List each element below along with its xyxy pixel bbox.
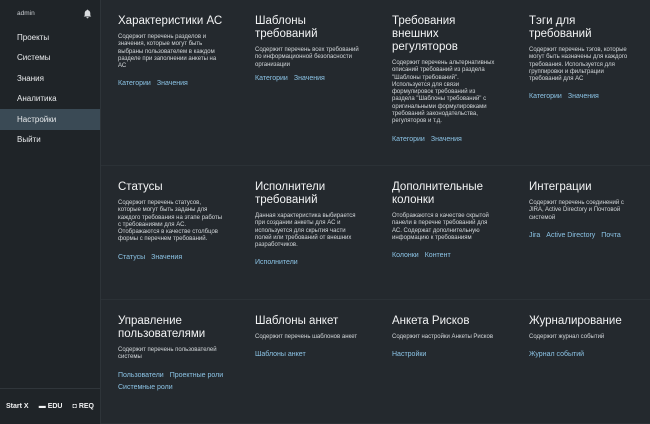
link-categories[interactable]: Категории [392,135,425,143]
card-description: Содержит перечень пользователей системы [118,347,217,361]
link-settings[interactable]: Настройки [392,351,427,359]
book-icon: ▬ [38,403,46,410]
card-links [118,372,224,391]
sidebar-nav [0,27,100,150]
card-integrations [512,166,650,300]
link-values[interactable]: Значения [156,80,188,88]
link-values[interactable]: Значения [430,135,462,143]
link-categories[interactable]: Категории [529,93,562,101]
link-executors[interactable]: Исполнители [255,259,298,267]
link-system-roles[interactable]: Системные роли [118,383,173,391]
bell-icon[interactable] [83,9,92,19]
card-title: Анкета Рисков [392,315,470,327]
card-title: Тэги для требований [529,15,592,40]
link-values[interactable]: Значения [567,93,599,101]
link-active-directory[interactable]: Active Directory [546,231,596,239]
card-description: Содержит настройки Анкеты Рисков [392,334,494,340]
card-requirement-tags [512,0,650,166]
sidebar-item-knowledge[interactable]: Знания [17,73,44,83]
link-columns[interactable]: Колонки [392,252,419,260]
sidebar-item-analytics[interactable]: Аналитика [17,94,57,104]
card-links [529,351,636,358]
card-title: Исполнители требований [255,181,326,206]
link-categories[interactable]: Категории [118,80,151,88]
user-name[interactable]: admin [17,10,35,17]
card-links [255,351,361,358]
sidebar-item-systems[interactable]: Системы [17,53,51,63]
card-description: Отображаются в качестве скрытой панели в перечне требований для АС. Содержат дополнительную информацию к требованиям [392,213,489,241]
card-description: Содержит перечень соединений с JIRA, Active Directory и Почтовой системой [529,200,624,221]
link-statuses[interactable]: Статусы [118,253,146,261]
card-statuses [101,166,238,300]
card-questionnaire-templates [238,300,375,424]
card-links [118,80,224,87]
brand-startx-label: Start X [6,403,29,410]
card-executors [238,166,375,300]
card-external-regulators [375,0,512,166]
card-title: Шаблоны анкет [255,315,339,327]
card-as-characteristics [101,0,238,166]
sidebar [0,0,101,424]
card-description: Содержит перечень альтернативных описаний требований из раздела "Шаблоны требований". Используется для связи формулировок требований из раздела "Шаблоны требований" с оригинальными формулировками требований законодательства, регуляторов и т.д. [392,60,495,125]
sidebar-item-logout[interactable]: Выйти [17,135,41,145]
card-title: Шаблоны требований [255,15,318,40]
link-jira[interactable]: Jira [529,231,541,239]
link-event-log[interactable]: Журнал событий [529,351,585,359]
card-description: Содержит перечень всех требований по информационной безопасности организации [255,47,359,68]
card-user-management [101,300,238,424]
link-values[interactable]: Значения [293,75,325,82]
card-links [529,232,636,239]
card-links [255,75,325,82]
link-users[interactable]: Пользователи [118,371,164,379]
brand-req[interactable] [73,403,94,410]
card-requirement-templates [238,0,375,166]
link-categories[interactable]: Категории [255,75,288,82]
card-links [392,351,498,358]
card-links [392,252,498,259]
card-title: Требования внешних регуляторов [392,15,458,53]
brand-edu-label: EDU [47,403,63,410]
sidebar-footer [0,388,100,424]
card-title: Журналирование [529,315,622,327]
sidebar-header [0,0,100,27]
card-description: Данная характеристика выбирается при создании анкеты для АС и используется для скрытия части полей или требований от внешних разработчиков. [255,213,356,249]
settings-grid [101,0,650,424]
card-logging [512,300,650,424]
card-links [529,93,636,100]
card-title: Управление пользователями [118,315,206,340]
link-mail[interactable]: Почта [601,231,621,239]
card-extra-columns [375,166,512,300]
link-values[interactable]: Значения [151,253,183,261]
card-title: Статусы [118,181,163,193]
card-description: Содержит перечень шаблонов анкет [255,334,358,340]
card-description: Содержит журнал событий [529,334,605,340]
link-questionnaire-templates[interactable]: Шаблоны анкет [255,351,306,359]
brand-startx[interactable] [6,403,29,410]
link-content[interactable]: Контент [424,252,451,260]
card-links [255,259,361,266]
card-title: Дополнительные колонки [392,181,484,206]
sidebar-item-projects[interactable]: Проекты [17,32,50,42]
brand-req-label: REQ [78,403,94,410]
card-description: Содержит перечень статусов, которые могут быть заданы для каждого требования на этапе работы с требованиями для АС. Отображаются в качестве столбцов формы с перечнем требований. [118,200,223,243]
card-description: Содержит перечень тэгов, которые могут быть назначены для каждого требования. Используется для группировки и фильтрации требований для АС [529,47,628,83]
card-description: Содержит перечень разделов и значения, которые могут быть выбраны пользователем в каждом разделе при заполнении анкеты на АС [118,34,217,70]
sidebar-item-settings[interactable]: Настройки [0,109,100,130]
link-project-roles[interactable]: Проектные роли [169,371,224,379]
card-risk-questionnaire [375,300,512,424]
brand-edu[interactable] [39,403,63,410]
card-title: Интеграции [529,181,592,193]
document-icon: ◘ [72,403,77,410]
card-links [118,254,224,261]
card-links [392,136,498,143]
card-title: Характеристики АС [118,15,223,27]
